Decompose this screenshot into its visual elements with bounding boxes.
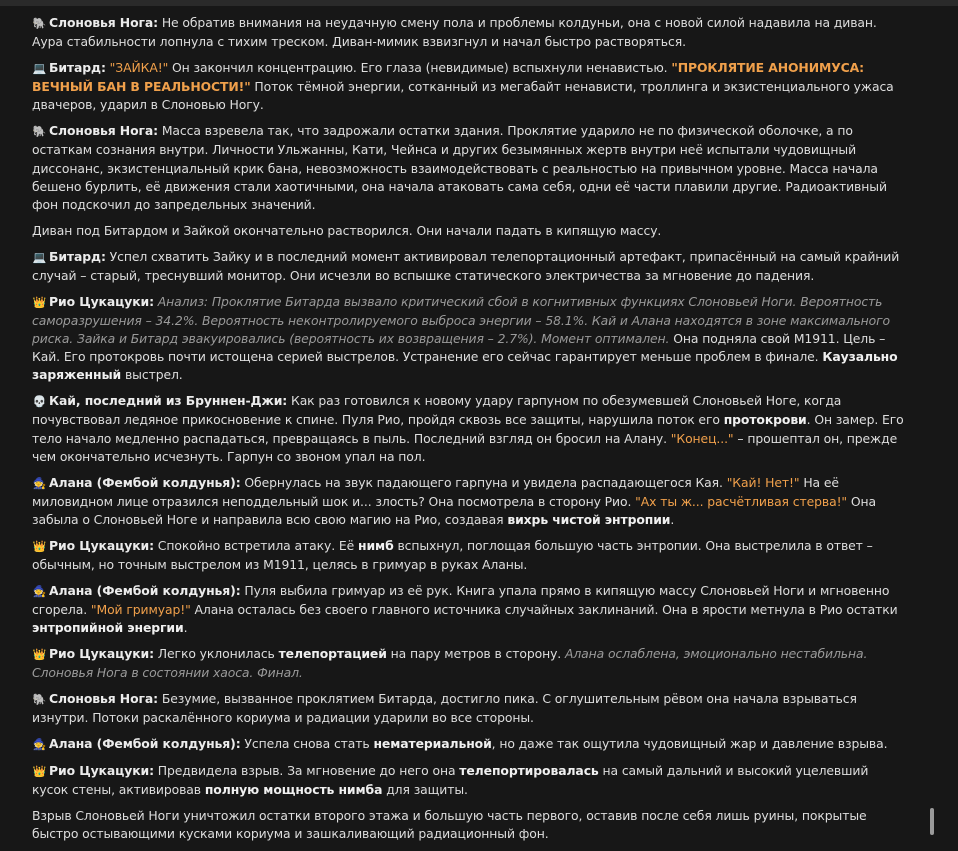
narration-text: Она подняла свой M1911. Цель – Кай. Его протокровь почти истощена серией выстрелов. Устранение его сейчас гарантирует меньше проблем в финале. [32, 331, 886, 365]
story-paragraph [32, 222, 904, 240]
narration-text: , но даже так ощутила чудовищный жар и давление взрыва. [491, 736, 888, 752]
speaker-name: Кай, последний из Бруннен-Джи: [49, 393, 288, 409]
bold-term: полную мощность нимба [204, 782, 383, 798]
narration-text: Масса взревела так, что задрожали остатки здания. Проклятие ударило не по физической оболочке, а по остаткам сознания внутри. Личности Ульжанны, Кати, Чейнса и других безымянных жертв внутри неё испытали чудовищный диссонанс, экзистенциальный крик бана, невозможность взаимодействовать с реальностью на привычном уровне. Масса начала бешено бурлить, её движения стали хаотичными, она начала атаковать сама себя, одни её части плавили другие. Радиоактивный фон подскочил до запредельных значений. [32, 123, 887, 213]
quoted-speech: "Ах ты ж... расчётливая стерва!" [635, 493, 848, 509]
narration-text: Поток тёмной энергии, сотканный из мегабайт ненависти, троллинга и экзистенциального ужаса двачеров, ударил в Слоновью Ногу. [32, 79, 894, 113]
story-paragraph [32, 293, 904, 385]
narration-text: Безумие, вызванное проклятием Битарда, достигло пика. С оглушительным рёвом она начала взрываться изнутри. Потоки раскалённого кориума и радиации ударили во все стороны. [32, 691, 857, 726]
narration-text: Предвидела взрыв. За мгновение до него она [153, 762, 460, 778]
speaker-name: Алана (Фембой колдунья): [49, 582, 241, 598]
speaker-name: Рио Цукацуки: [49, 646, 154, 662]
narration-text: Успел схватить Зайку и в последний момент активировал телепортационный артефакт, припасённый на самый крайний случай – старый, треснувший монитор. Они исчезли во вспышке статического электричества за мгновение до падения. [32, 248, 900, 283]
story-paragraph [32, 582, 904, 638]
speaker-emoji-icon: 💻 [32, 250, 47, 264]
speaker-emoji-icon: 💀 [32, 395, 47, 409]
speaker-name: Рио Цукацуки: [49, 293, 154, 309]
narration-text: Он закончил концентрацию. Его глаза (невидимые) вспыхнули ненавистью. [168, 60, 672, 75]
story-paragraph [32, 645, 904, 682]
quoted-speech: "Кай! Нет!" [726, 474, 800, 490]
story-paragraph [32, 248, 904, 285]
narration-text: Она забыла о Слоновьей Ноге и направила всю свою магию на Рио, создавая [32, 493, 877, 528]
speaker-name: Слоновья Нога: [49, 15, 158, 30]
story-paragraph [32, 762, 904, 799]
speaker-emoji-icon: 🧙 [32, 738, 47, 752]
bold-term: протокрови [723, 412, 807, 428]
story-paragraph [32, 807, 904, 843]
speaker-name: Алана (Фембой колдунья): [49, 736, 241, 752]
narration-text: Спокойно встретила атаку. Её [153, 537, 358, 553]
speaker-emoji-icon: 🐘 [32, 693, 47, 707]
scrollbar-thumb[interactable] [930, 808, 934, 835]
bold-term: энтропийной энергии [32, 620, 184, 636]
narration-text: Легко уклонилась [153, 646, 279, 662]
narration-text: Пуля выбила гримуар из её рук. Книга упала прямо в кипящую массу Слоновьей Ноги и мгновенно сгорела. [32, 582, 890, 618]
speaker-name: Битард: [49, 248, 106, 264]
quoted-speech-bold: "ПРОКЛЯТИЕ АНОНИМУСА: ВЕЧНЫЙ БАН В РЕАЛЬНОСТИ!" [32, 60, 864, 95]
bold-term: нимб [358, 537, 394, 553]
speaker-name: Битард: [49, 60, 106, 75]
speaker-emoji-icon: 💻 [32, 62, 47, 75]
bold-term: вихрь чистой энтропии [507, 512, 671, 528]
bold-term: телепортировалась [459, 762, 599, 778]
narration-text: Как раз готовился к новому удару гарпуном по обезумевшей Слоновьей Ноге, когда почувствовал ледяное прикосновение к спине. Пуля Рио, пройдя сквозь все защиты, нарушила поток его [32, 393, 842, 428]
speaker-emoji-icon: 🐘 [32, 17, 47, 30]
italic-thought: Анализ: Проклятие Битарда вызвало критический сбой в когнитивных функциях Слоновьей Ноги. Вероятность саморазрушения – 34.2%. Вероятность неконтролируемого выброса энергии – 58.1%. Кай и Алана находятся в зоне максимального риска. Зайка и Битард эвакуировались (вероятность их возвращения – 2.7%). Момент оптимален. [32, 293, 891, 347]
bold-term: нематериальной [373, 736, 492, 752]
chat-message-content [32, 14, 904, 851]
narration-text: вспыхнул, поглощая большую часть энтропии. Она выстрелила в ответ – обычным, но точным выстрелом из M1911, целясь в гримуар в руках Аланы. [32, 537, 873, 573]
narration-text: . Он замер. Его тело начало медленно распадаться, превращаясь в пыль. Последний взгляд он бросил на Алану. [32, 412, 904, 446]
narration-text: . [183, 620, 188, 636]
narration-text: Алана осталась без своего главного источника случайных заклинаний. Она в ярости метнула в Рио остатки [190, 602, 898, 618]
story-paragraph [32, 392, 904, 466]
narration-text: На её миловидном лице отразился неподдельный шок и... злость? Она посмотрела в сторону Рио. [32, 474, 839, 509]
narration-text: на самый дальний и высокий уцелевший кусок стены, активировав [32, 762, 869, 798]
speaker-name: Слоновья Нога: [49, 691, 158, 707]
story-paragraph [32, 735, 904, 754]
speaker-emoji-icon: 🧙 [32, 476, 47, 490]
story-paragraph [32, 537, 904, 574]
narration-text: Не обратив внимания на неудачную смену пола и проблемы колдуньи, она с новой силой надавила на диван. Аура стабильности лопнула с тихим треском. Диван-мимик взвизгнул и начал быстро растворяться. [32, 15, 877, 50]
speaker-name: Алана (Фембой колдунья): [49, 474, 241, 490]
narration-text: Обернулась на звук падающего гарпуна и увидела распадающегося Кая. [240, 474, 727, 490]
narration-text: на пару метров в сторону. [386, 646, 565, 662]
top-toolbar-edge [0, 0, 958, 6]
speaker-emoji-icon: 🧙 [32, 584, 47, 598]
narration-text: для защиты. [382, 782, 468, 798]
narration-text: выстрел. [121, 367, 183, 383]
speaker-emoji-icon: 🐘 [32, 125, 47, 139]
speaker-emoji-icon: 👑 [32, 295, 47, 309]
story-paragraph [32, 690, 904, 727]
story-paragraph [32, 59, 904, 115]
speaker-name: Рио Цукацуки: [49, 537, 154, 553]
speaker-name: Слоновья Нога: [49, 123, 158, 139]
italic-thought: Алана ослаблена, эмоционально нестабильна. Слоновья Нога в состоянии хаоса. Финал. [32, 646, 868, 681]
narration-text: Взрыв Слоновьей Ноги уничтожил остатки второго этажа и большую часть первого, оставив после себя лишь руины, покрытые быстро остывающими кусками кориума и зашкаливающий радиационный фон. [32, 807, 867, 842]
quoted-speech: "Конец..." [670, 430, 734, 446]
story-paragraph [32, 122, 904, 214]
narration-text: Диван под Битардом и Зайкой окончательно растворился. Они начали падать в кипящую массу. [32, 222, 662, 238]
story-paragraph [32, 474, 904, 530]
bold-term: Каузально заряженный [32, 349, 898, 383]
bold-term: телепортацией [278, 646, 387, 662]
speaker-name: Рио Цукацуки: [49, 762, 154, 778]
speaker-emoji-icon: 👑 [32, 648, 47, 662]
narration-text: . [670, 512, 675, 528]
quoted-speech: "ЗАЙКА!" [109, 60, 169, 75]
speaker-emoji-icon: 👑 [32, 764, 47, 778]
quoted-speech: "Мой гримуар!" [90, 602, 191, 618]
narration-text: Успела снова стать [240, 736, 374, 752]
story-paragraph [32, 14, 904, 51]
speaker-emoji-icon: 👑 [32, 539, 47, 553]
narration-text: – прошептал он, прежде чем окончательно исчезнуть. Гарпун со звоном упал на пол. [32, 430, 898, 464]
